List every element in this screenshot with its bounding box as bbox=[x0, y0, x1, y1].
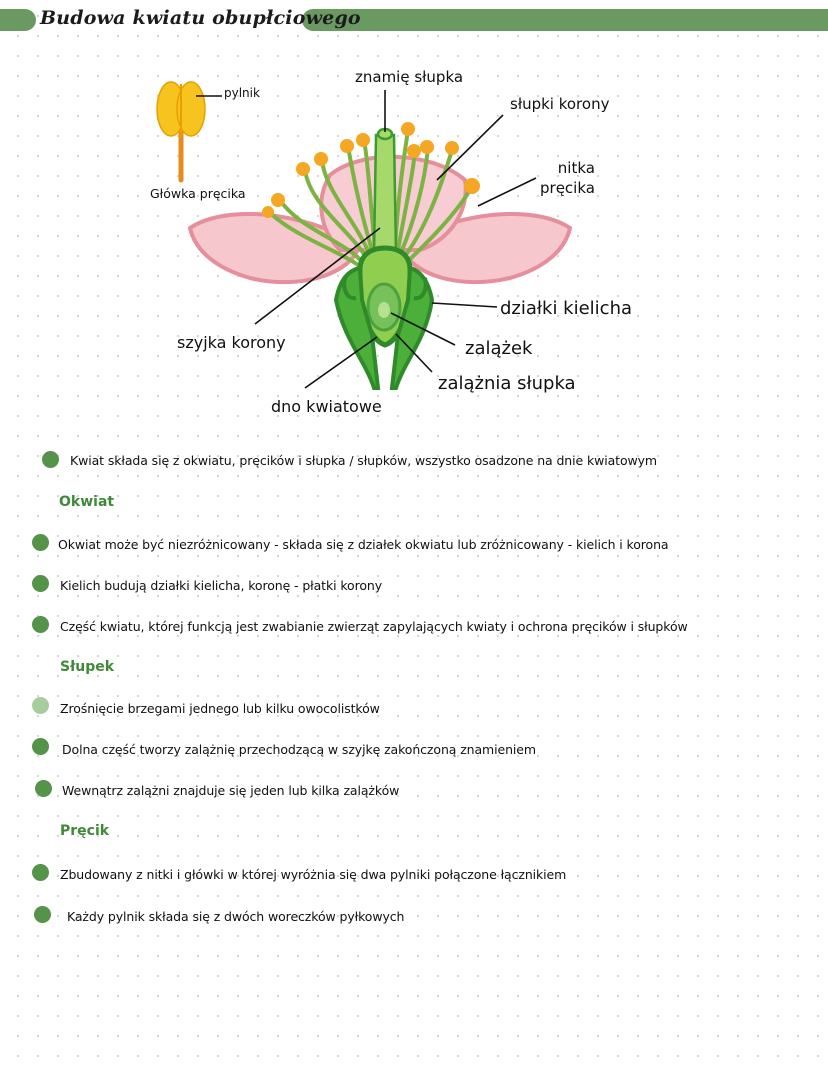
list-item: Każdy pylnik składa się z dwóch woreczków pyłkowych bbox=[67, 909, 405, 924]
section-heading-okwiat: Okwiat bbox=[59, 494, 115, 510]
label-glowka-precika: Główka pręcika bbox=[150, 186, 246, 201]
list-item: Dolna część tworzy zalążnię przechodzącą w szyjkę zakończoną znamieniem bbox=[62, 742, 536, 757]
bullet-dot bbox=[32, 738, 49, 755]
list-item: Zbudowany z nitki i główki w której wyróżnia się dwa pylniki połączone łącznikiem bbox=[60, 867, 567, 882]
flower-diagram bbox=[0, 0, 828, 440]
list-item: Kielich budują działki kielicha, koronę - płatki korony bbox=[60, 578, 383, 593]
bullet-dot bbox=[32, 697, 49, 714]
label-dno-kwiatowe: dno kwiatowe bbox=[271, 397, 382, 416]
label-szyjka-korony: szyjka korony bbox=[177, 333, 286, 352]
bullet-dot bbox=[34, 906, 51, 923]
stamen-detail-illustration bbox=[157, 82, 222, 180]
bullet-dot bbox=[32, 575, 49, 592]
section-heading-precik: Pręcik bbox=[60, 823, 110, 839]
label-nitka-precika: nitka pręcika bbox=[540, 159, 595, 197]
section-heading-slupek: Słupek bbox=[60, 659, 115, 675]
label-platki-korony: słupki korony bbox=[510, 95, 610, 113]
bullet-dot bbox=[42, 451, 59, 468]
label-znamie-slupka: znamię słupka bbox=[355, 68, 464, 86]
bullet-dot bbox=[32, 616, 49, 633]
list-item: Okwiat może być niezróżnicowany - składa się z działek okwiatu lub zróżnicowany - kielich i korona bbox=[58, 537, 669, 552]
page-title: Budowa kwiatu obupłciowego bbox=[40, 7, 361, 29]
bullet-dot bbox=[32, 864, 49, 881]
bullet-dot bbox=[32, 534, 49, 551]
bullet-dot bbox=[35, 780, 52, 797]
label-zalazni-slupka: zalążnia słupka bbox=[438, 373, 576, 394]
intro-text: Kwiat składa się z okwiatu, pręcików i słupka / słupków, wszystko osadzone na dnie kwiatowym bbox=[70, 453, 658, 468]
list-item: Zrośnięcie brzegami jednego lub kilku owocolistków bbox=[60, 701, 380, 716]
label-pylnik: pylnik bbox=[224, 86, 260, 100]
list-item: Część kwiatu, której funkcją jest zwabianie zwierząt zapylających kwiaty i ochrona pręcików i słupków bbox=[60, 619, 688, 634]
list-item: Wewnątrz zalążni znajduje się jeden lub kilka zalążków bbox=[62, 783, 400, 798]
label-zalazek: zalążek bbox=[465, 338, 533, 359]
label-dzialki-kielicha: działki kielicha bbox=[500, 298, 633, 319]
